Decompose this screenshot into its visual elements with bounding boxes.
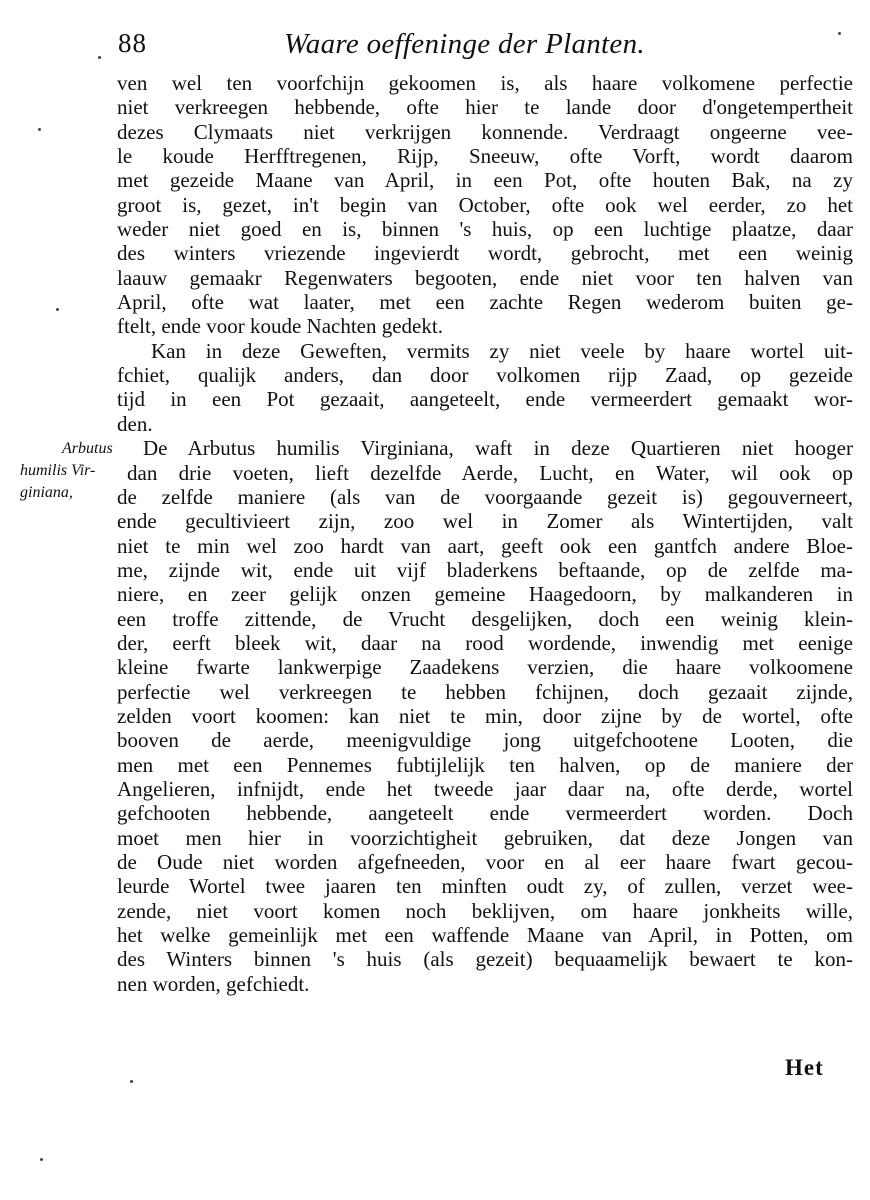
page-number: 88	[118, 28, 147, 58]
text-line: ven wel ten voorfchijn gekoomen is, als haare volkomene perfectie	[117, 71, 853, 95]
paper-speck	[98, 56, 101, 59]
text-line: zelden voort koomen: kan niet te min, door zijne by de wortel, ofte	[117, 703, 853, 728]
text-line: tijd in een Pot gezaait, aangeteelt, ende vermeerdert gemaakt wor-	[117, 387, 853, 412]
marginal-note-line: Arbutus	[62, 440, 113, 457]
paper-speck	[838, 32, 841, 35]
text-line: weder niet goed en is, binnen 's huis, op een luchtige plaatze, daar	[117, 217, 853, 242]
text-line: zende, niet voort komen noch beklijven, om haare jonkheits wille,	[117, 898, 853, 923]
marginal-note-line: humilis Vir-	[20, 462, 96, 479]
text-line: perfectie wel verkreegen te hebben fchijnen, doch gezaait zijnde,	[117, 679, 853, 704]
text-line: dan drie voeten, lieft dezelfde Aerde, Lucht, en Water, wil ook op	[127, 460, 853, 485]
text-line: ftelt, ende voor koude Nachten gedekt.	[117, 314, 443, 339]
text-line: niet verkreegen hebbende, ofte hier te lande door d'ongetempertheit	[117, 95, 853, 120]
text-line: dezes Clymaats niet verkrijgen konnende. Verdraagt ongeerne vee-	[117, 119, 853, 144]
text-line: fchiet, qualijk anders, dan door volkomen rijp Zaad, op gezeide	[117, 363, 853, 388]
text-line: moet men hier in voorzichtigheit gebruiken, dat deze Jongen van	[117, 825, 853, 850]
paper-speck	[38, 128, 41, 131]
text-line: nen worden, gefchiedt.	[117, 971, 310, 996]
text-line: De Arbutus humilis Virginiana, waft in deze Quartieren niet hooger	[143, 436, 853, 461]
text-line: leurde Wortel twee jaaren ten minften oudt zy, of zullen, verzet wee-	[117, 874, 853, 899]
text-line: met gezeide Maane van April, in een Pot, ofte houten Bak, na zy	[117, 168, 853, 193]
text-line: niet te min wel zoo hardt van aart, geeft ook een gantfch andere Bloe-	[117, 533, 853, 558]
text-line: le koude Herfftregenen, Rijp, Sneeuw, ofte Vorft, wordt daarom	[117, 144, 853, 169]
text-line: laauw gemaakr Regenwaters begooten, ende niet voor ten halven van	[117, 265, 853, 290]
text-line: de Oude niet worden afgefneeden, voor en al eer haare fwart gecou-	[117, 850, 853, 874]
text-line: niere, en zeer gelijk onzen gemeine Haagedoorn, by malkanderen in	[117, 582, 853, 607]
text-line: April, ofte wat laater, met een zachte Regen wederom buiten ge-	[117, 290, 853, 315]
bleed-through-shadow	[786, 1085, 862, 1101]
paper-speck	[56, 308, 59, 311]
paper-speck	[130, 1080, 133, 1083]
text-line: den.	[117, 411, 153, 436]
text-line: men met een Pennemes fubtijlelijk ten halven, op de maniere der	[117, 752, 853, 777]
text-line: een troffe zittende, de Vrucht desgelijken, doch een weinig klein-	[117, 606, 853, 631]
text-line: de zelfde maniere (als van de voorgaande gezeit is) gegouverneert,	[117, 484, 853, 509]
text-line: des winters vriezende ingevierdt wordt, gebrocht, met een weinig	[117, 241, 853, 266]
text-line: groot is, gezet, in't begin van October, ofte ook wel eerder, zo het	[117, 192, 853, 217]
text-line: der, eerft bleek wit, daar na rood wordende, inwendig met eenige	[117, 630, 853, 655]
text-line: me, zijnde wit, ende uit vijf bladerkens beftaande, op de zelfde ma-	[117, 557, 853, 582]
text-line: het welke gemeinlijk met een waffende Maane van April, in Potten, om	[117, 923, 853, 948]
running-title: Waare oeffeninge der Planten.	[284, 28, 645, 60]
paper-speck	[40, 1158, 43, 1161]
body-text	[117, 71, 853, 996]
marginal-note	[20, 438, 120, 504]
text-line: Kan in deze Geweften, vermits zy niet veele by haare wortel uit-	[151, 338, 853, 363]
marginal-note-line: giniana,	[20, 484, 73, 501]
text-line: booven de aerde, meenigvuldige jong uitgefchootene Looten, die	[117, 728, 853, 753]
text-line: kleine fwarte lankwerpige Zaadekens verzien, die haare volkoomene	[117, 655, 853, 680]
text-line: des Winters binnen 's huis (als gezeit) bequaamelijk bewaert te kon-	[117, 947, 853, 972]
text-line: gefchooten hebbende, aangeteelt ende vermeerdert worden. Doch	[117, 801, 853, 826]
text-line: ende gecultivieert zijn, zoo wel in Zomer als Wintertijden, valt	[117, 509, 853, 534]
text-line: Angelieren, infnijdt, ende het tweede jaar daar na, ofte derde, wortel	[117, 776, 853, 801]
page-header	[118, 28, 858, 68]
catchword: Het	[785, 1055, 824, 1080]
